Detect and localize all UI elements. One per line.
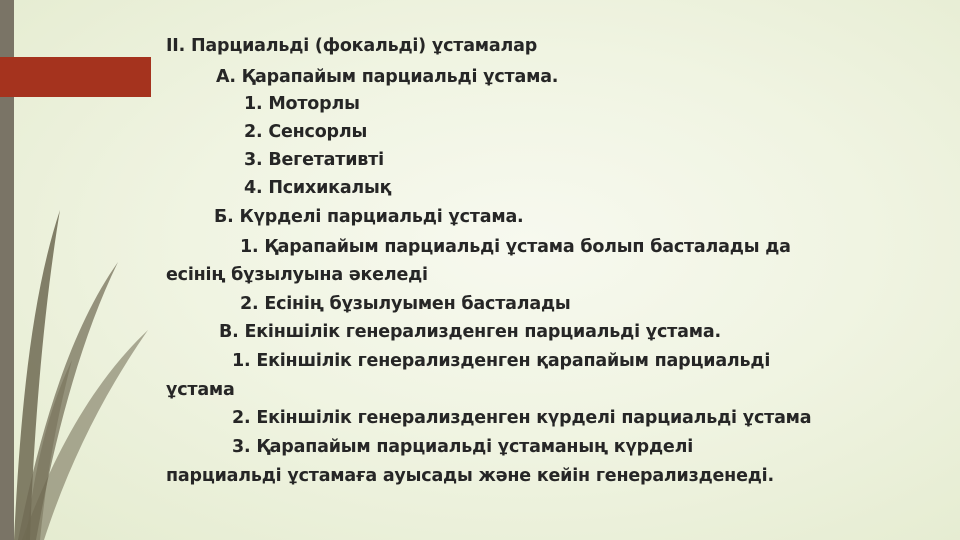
- section-b-title: Б. Күрделі парциальді ұстама.: [214, 207, 524, 227]
- section-v-item-3: 3. Қарапайым парциальді ұстаманың күрделі: [232, 437, 694, 457]
- section-v-item-3-cont: парциальді ұстамаға ауысады және кейін генерализденеді.: [166, 466, 774, 486]
- section-a-item-3: 3. Вегетативті: [244, 150, 384, 170]
- section-a-title: А. Қарапайым парциальді ұстама.: [216, 67, 559, 87]
- section-v-title: В. Екіншілік генерализденген парциальді ұстама.: [219, 322, 721, 342]
- section-v-item-1: 1. Екіншілік генерализденген қарапайым парциальді: [232, 351, 771, 371]
- section-v-item-2: 2. Екіншілік генерализденген күрделі парциальді ұстама: [232, 408, 812, 428]
- section-a-item-4: 4. Психикалық: [244, 178, 392, 198]
- section-a-item-1: 1. Моторлы: [244, 94, 360, 114]
- section-v-item-1-cont: ұстама: [166, 380, 235, 400]
- section-a-item-2: 2. Сенсорлы: [244, 122, 368, 142]
- section-b-item-1: 1. Қарапайым парциальді ұстама болып басталады да: [240, 237, 791, 257]
- section-b-item-1-cont: есінің бұзылуына әкеледі: [166, 265, 428, 285]
- section-b-item-2: 2. Есінің бұзылуымен басталады: [240, 294, 571, 314]
- heading-partial-seizures: II. Парциальді (фокальді) ұстамалар: [166, 36, 538, 56]
